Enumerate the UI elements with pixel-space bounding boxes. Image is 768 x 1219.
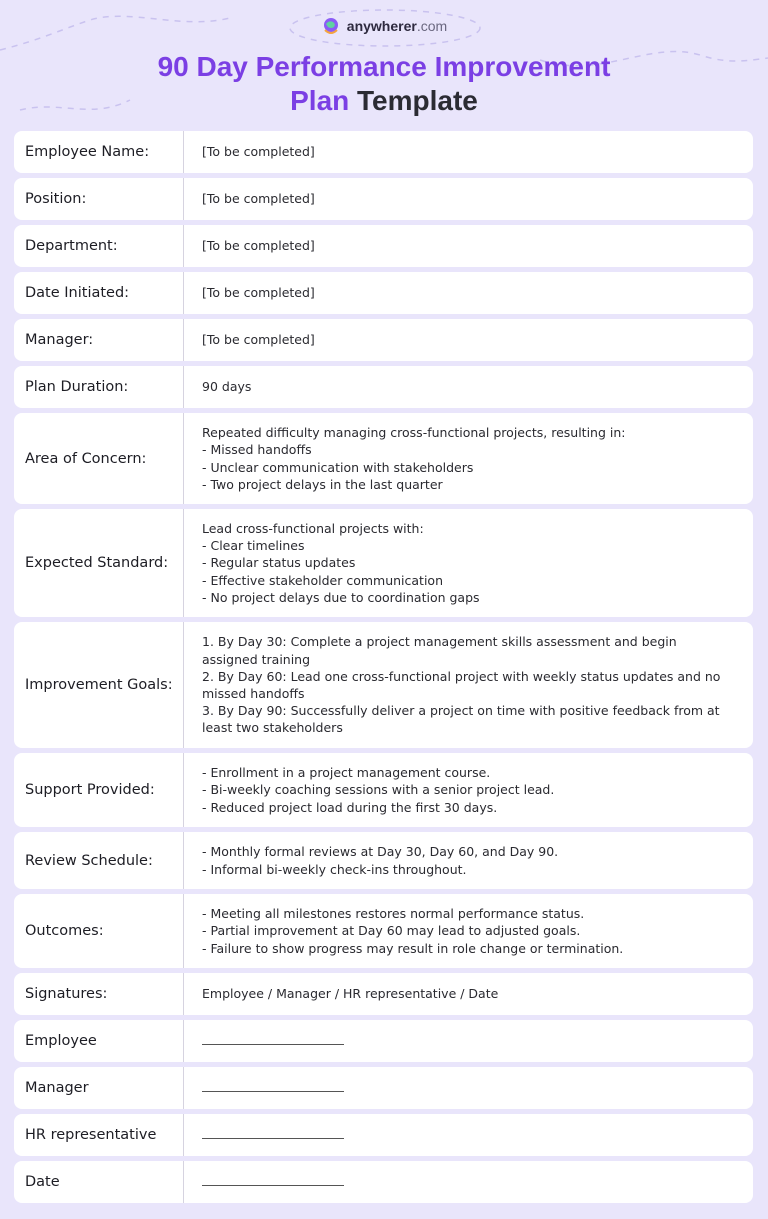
row-label: Signatures: <box>14 973 184 1015</box>
signature-line[interactable] <box>202 1090 344 1092</box>
row-label: Date Initiated: <box>14 272 184 314</box>
title-line-1: 90 Day Performance Improvement <box>157 51 611 82</box>
row-value: [To be completed] <box>202 191 315 207</box>
row-label: Review Schedule: <box>14 832 184 889</box>
row-label: Employee <box>14 1020 184 1062</box>
row-label: Expected Standard: <box>14 509 184 617</box>
row-value: 1. By Day 30: Complete a project management skills assessment and begin assigned training 2. By Day 60: Lead one cross-functional project with weekly status updates and no missed handoffs 3. By Day 90: Successfully deliver a project on time with positive feedback from at least two stakeholders <box>202 634 721 736</box>
row-manager <box>14 319 753 361</box>
row-value: [To be completed] <box>202 238 315 254</box>
brand-logo <box>0 16 768 36</box>
title-word-plan: Plan <box>290 85 350 116</box>
row-label: Date <box>14 1161 184 1203</box>
row-value: Lead cross-functional projects with: - Clear timelines - Regular status updates - Effective stakeholder communication - No project delays due to coordination gaps <box>202 520 480 605</box>
row-value: Repeated difficulty managing cross-functional projects, resulting in: - Missed handoffs - Unclear communication with stakeholders - Two project delays in the last quarter <box>202 425 626 492</box>
row-value: [To be completed] <box>202 144 315 160</box>
row-position <box>14 178 753 220</box>
page-title <box>0 50 768 118</box>
row-value: - Monthly formal reviews at Day 30, Day 60, and Day 90. - Informal bi-weekly check-ins throughout. <box>202 844 559 877</box>
row-label: HR representative <box>14 1114 184 1156</box>
globe-hand-icon <box>321 16 341 36</box>
row-value: Employee / Manager / HR representative / Date <box>202 986 499 1002</box>
title-word-template: Template <box>357 85 478 116</box>
row-value: [To be completed] <box>202 332 315 348</box>
row-sign-manager <box>14 1067 753 1109</box>
row-label: Manager: <box>14 319 184 361</box>
row-label: Position: <box>14 178 184 220</box>
row-value: [To be completed] <box>202 285 315 301</box>
row-department <box>14 225 753 267</box>
row-outcomes <box>14 894 753 968</box>
row-label: Manager <box>14 1067 184 1109</box>
row-value: - Meeting all milestones restores normal performance status. - Partial improvement at Day 60 may lead to adjusted goals. - Failure to show progress may result in role change or termination. <box>202 906 624 956</box>
signature-line[interactable] <box>202 1137 344 1139</box>
row-improvement-goals <box>14 622 753 748</box>
signature-line[interactable] <box>202 1184 344 1186</box>
row-label: Area of Concern: <box>14 413 184 504</box>
row-label: Plan Duration: <box>14 366 184 408</box>
signature-line[interactable] <box>202 1043 344 1045</box>
row-area-of-concern <box>14 413 753 504</box>
row-label: Employee Name: <box>14 131 184 173</box>
row-employee-name <box>14 131 753 173</box>
row-sign-date <box>14 1161 753 1203</box>
row-value: 90 days <box>202 379 252 395</box>
row-label: Department: <box>14 225 184 267</box>
row-label: Support Provided: <box>14 753 184 827</box>
brand-name: anywherer.com <box>346 18 448 34</box>
row-date-initiated <box>14 272 753 314</box>
row-sign-employee <box>14 1020 753 1062</box>
row-value: - Enrollment in a project management course. - Bi-weekly coaching sessions with a senior project lead. - Reduced project load during the first 30 days. <box>202 765 555 815</box>
row-label: Outcomes: <box>14 894 184 968</box>
row-label: Improvement Goals: <box>14 622 184 748</box>
row-support-provided <box>14 753 753 827</box>
row-expected-standard <box>14 509 753 617</box>
row-signatures <box>14 973 753 1015</box>
row-sign-hr <box>14 1114 753 1156</box>
row-plan-duration <box>14 366 753 408</box>
plan-table <box>14 131 753 1203</box>
row-review-schedule <box>14 832 753 889</box>
